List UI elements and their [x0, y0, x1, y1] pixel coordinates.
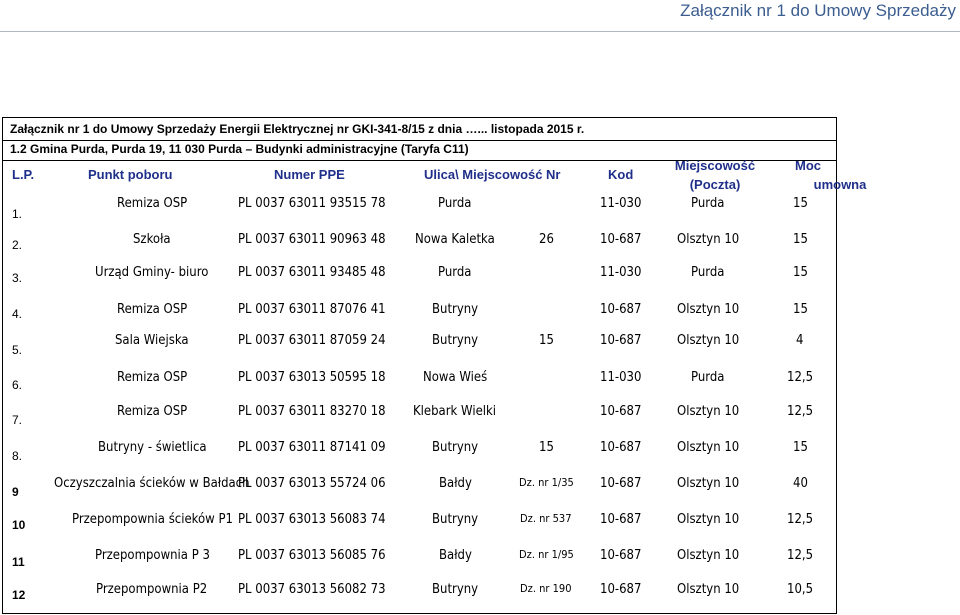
cell-city: Olsztyn 10 [677, 302, 740, 317]
cell-power: 40 [793, 476, 808, 491]
header-point: Punkt poboru [88, 167, 173, 182]
cell-code: 10-687 [600, 333, 642, 348]
cell-street: Butryny [432, 302, 479, 317]
cell-power: 10,5 [787, 582, 814, 597]
cell-point: Remiza OSP [117, 196, 188, 211]
cell-city: Olsztyn 10 [677, 512, 740, 527]
cell-city: Purda [691, 265, 725, 280]
header-rule [0, 31, 960, 32]
header-nr: Nr [546, 167, 561, 182]
cell-street: Purda [438, 196, 472, 211]
document-title: Załącznik nr 1 do Umowy Sprzedaży Energii Elektrycznej nr GKI-341-8/15 z dnia …... listopada 2015 r. [10, 122, 585, 136]
title-separator [2, 140, 837, 141]
row-lp: 9 [12, 485, 19, 499]
header-ppe: Numer PPE [274, 167, 345, 182]
cell-nr: Dz. nr 1/35 [519, 476, 574, 489]
page-header: Załącznik nr 1 do Umowy Sprzedaży [680, 1, 956, 20]
cell-city: Olsztyn 10 [677, 232, 740, 247]
cell-ppe: PL 0037 63013 50595 18 [238, 370, 386, 385]
cell-city: Olsztyn 10 [677, 548, 740, 563]
cell-street: Butryny [432, 333, 479, 348]
header-street: Ulica\ Miejscowość [424, 167, 543, 182]
cell-code: 11-030 [600, 370, 642, 385]
cell-ppe: PL 0037 63011 90963 48 [238, 232, 386, 247]
cell-city: Olsztyn 10 [677, 404, 740, 419]
cell-point: Remiza OSP [117, 302, 188, 317]
cell-ppe: PL 0037 63011 83270 18 [238, 404, 386, 419]
cell-point: Butryny - świetlica [98, 440, 207, 455]
cell-street: Butryny [432, 440, 479, 455]
cell-point: Urząd Gminy- biuro [95, 265, 209, 280]
cell-street: Bałdy [439, 548, 472, 563]
cell-ppe: PL 0037 63011 87141 09 [238, 440, 386, 455]
row-lp: 5. [12, 343, 23, 357]
cell-street: Butryny [432, 512, 479, 527]
header-power-line1: Moc [795, 158, 821, 173]
cell-power: 15 [793, 232, 808, 247]
cell-point: Przepompownia P2 [96, 582, 208, 597]
cell-ppe: PL 0037 63013 56082 73 [238, 582, 386, 597]
cell-power: 12,5 [787, 548, 814, 563]
cell-power: 12,5 [787, 370, 814, 385]
row-lp: 4. [12, 307, 23, 321]
cell-point: Oczyszczalnia ścieków w Bałdach [54, 476, 250, 491]
cell-ppe: PL 0037 63013 55724 06 [238, 476, 386, 491]
row-lp: 3. [12, 271, 23, 285]
cell-point: Remiza OSP [117, 404, 188, 419]
cell-power: 15 [793, 302, 808, 317]
cell-power: 15 [793, 196, 808, 211]
cell-nr: 15 [539, 440, 554, 455]
cell-code: 10-687 [600, 582, 642, 597]
cell-city: Olsztyn 10 [677, 476, 740, 491]
cell-street: Bałdy [439, 476, 472, 491]
cell-city: Olsztyn 10 [677, 333, 740, 348]
cell-power: 15 [793, 265, 808, 280]
header-lp: L.P. [12, 167, 35, 182]
cell-street: Nowa Kaletka [415, 232, 495, 247]
cell-power: 15 [793, 440, 808, 455]
cell-nr: Dz. nr 1/95 [519, 548, 574, 561]
cell-street: Butryny [432, 582, 479, 597]
cell-power: 12,5 [787, 404, 814, 419]
document-subtitle: 1.2 Gmina Purda, Purda 19, 11 030 Purda – Budynki administracyjne (Taryfa C11) [10, 142, 469, 156]
cell-point: Szkoła [133, 232, 171, 247]
row-lp: 10 [12, 518, 26, 532]
cell-code: 10-687 [600, 548, 642, 563]
header-code: Kod [608, 167, 634, 182]
cell-power: 4 [796, 333, 804, 348]
cell-ppe: PL 0037 63011 87059 24 [238, 333, 386, 348]
header-power-line2: umowna [813, 177, 867, 192]
cell-code: 11-030 [600, 196, 642, 211]
cell-nr: 15 [539, 333, 554, 348]
row-lp: 7. [12, 413, 23, 427]
cell-code: 10-687 [600, 440, 642, 455]
row-lp: 6. [12, 378, 23, 392]
cell-street: Purda [438, 265, 472, 280]
cell-city: Purda [691, 370, 725, 385]
cell-city: Olsztyn 10 [677, 582, 740, 597]
cell-code: 10-687 [600, 512, 642, 527]
cell-code: 10-687 [600, 302, 642, 317]
row-lp: 1. [12, 207, 23, 221]
cell-city: Olsztyn 10 [677, 440, 740, 455]
cell-street: Nowa Wieś [423, 370, 488, 385]
cell-code: 10-687 [600, 476, 642, 491]
cell-street: Klebark Wielki [413, 404, 497, 419]
cell-ppe: PL 0037 63011 87076 41 [238, 302, 386, 317]
cell-code: 10-687 [600, 232, 642, 247]
cell-code: 10-687 [600, 404, 642, 419]
row-lp: 8. [12, 449, 23, 463]
row-lp: 2. [12, 238, 23, 252]
cell-ppe: PL 0037 63011 93485 48 [238, 265, 386, 280]
cell-point: Remiza OSP [117, 370, 188, 385]
cell-code: 11-030 [600, 265, 642, 280]
cell-ppe: PL 0037 63013 56085 76 [238, 548, 386, 563]
header-city-line2: (Poczta) [689, 177, 741, 192]
cell-point: Przepompownia ścieków P1 [72, 512, 233, 527]
header-city-line1: Miejscowość [674, 158, 756, 173]
cell-power: 12,5 [787, 512, 814, 527]
cell-ppe: PL 0037 63011 93515 78 [238, 196, 386, 211]
row-lp: 11 [12, 555, 25, 569]
cell-nr: Dz. nr 537 [520, 512, 572, 525]
cell-nr: Dz. nr 190 [520, 582, 572, 595]
cell-point: Przepompownia P 3 [95, 548, 210, 563]
cell-point: Sala Wiejska [115, 333, 189, 348]
row-lp: 12 [12, 588, 26, 602]
cell-ppe: PL 0037 63013 56083 74 [238, 512, 386, 527]
cell-city: Purda [691, 196, 725, 211]
cell-nr: 26 [539, 232, 554, 247]
